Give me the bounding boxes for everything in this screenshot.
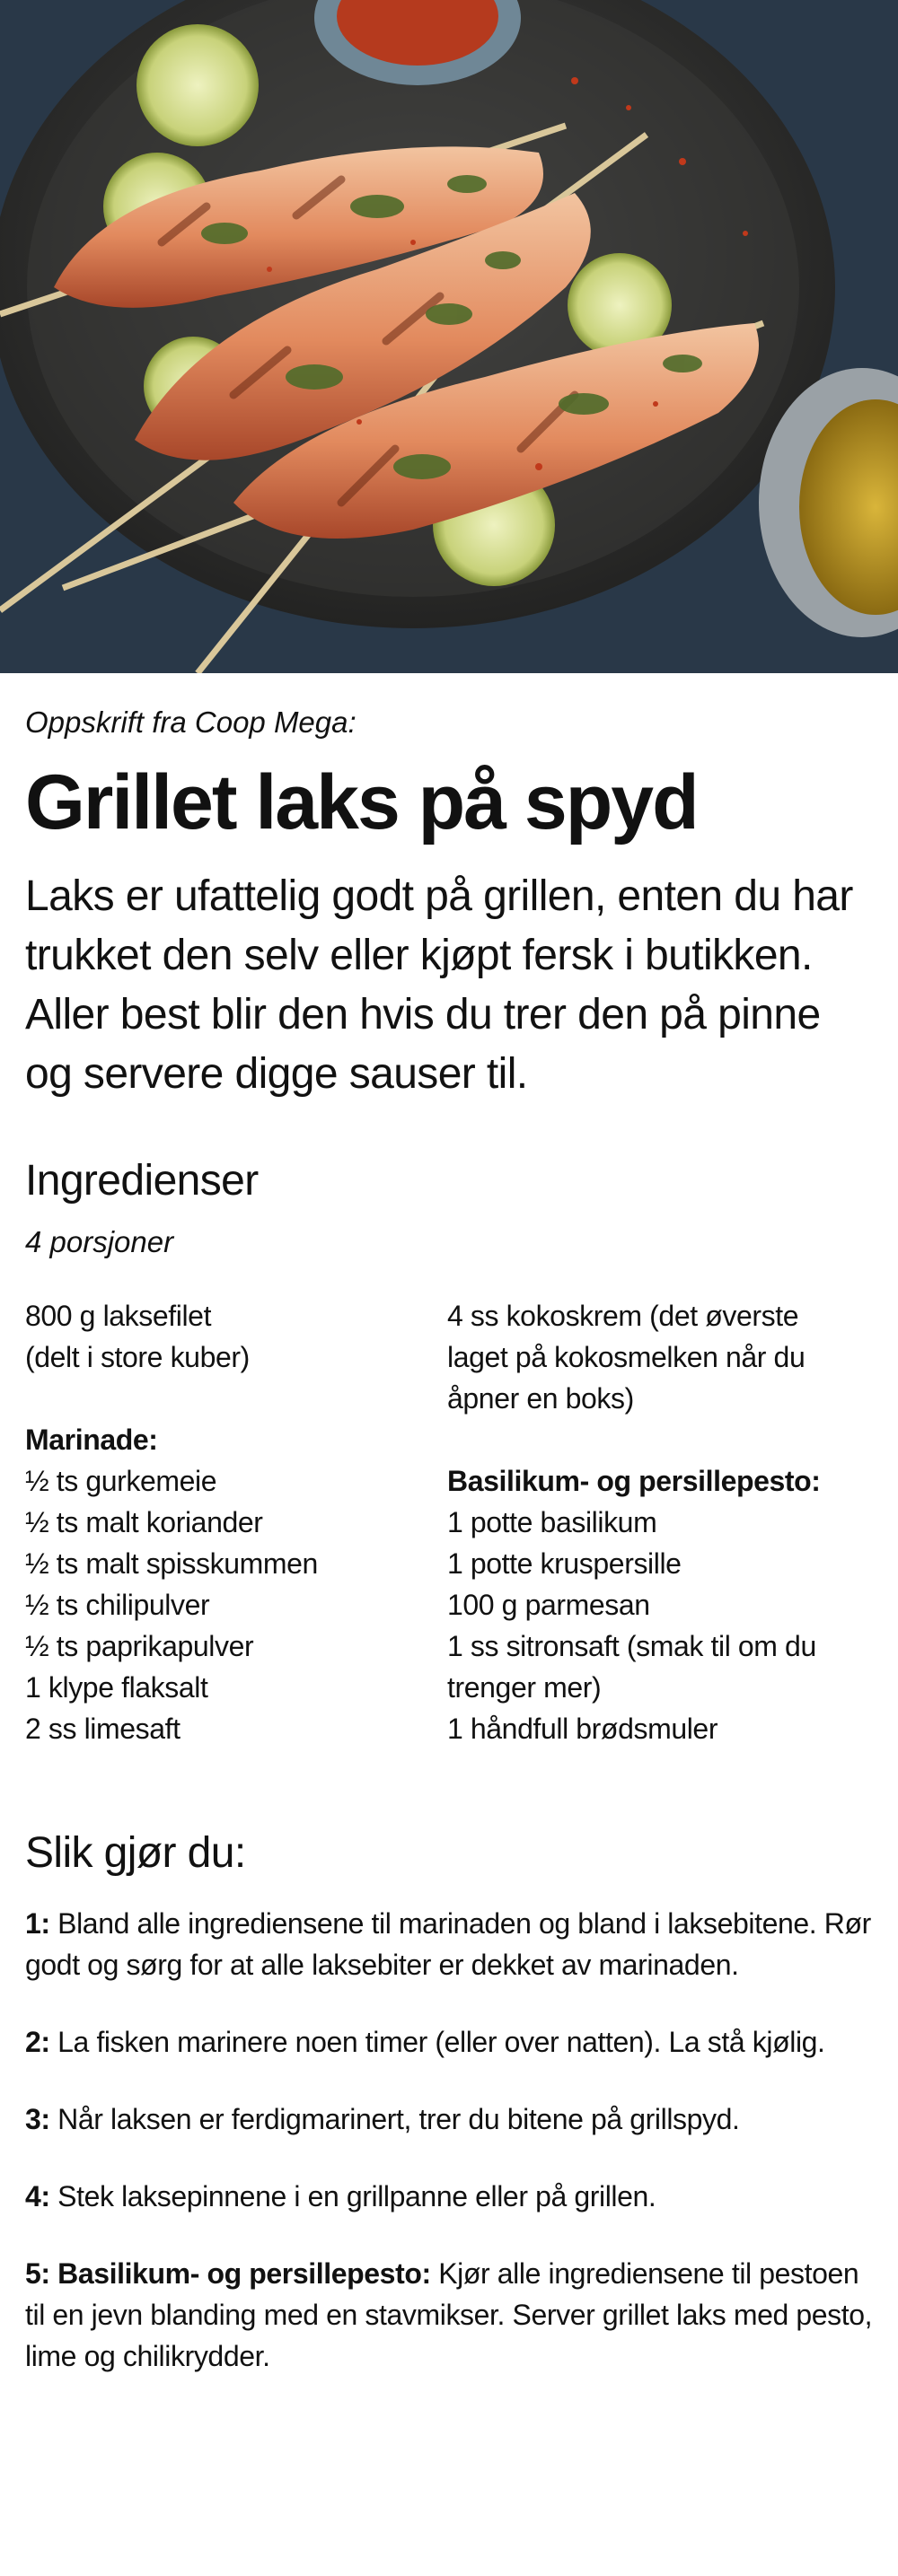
ingredient-item: åpner en boks) [447,1382,634,1415]
salmon-skewers-illustration [0,0,898,673]
ingredient-item: laget på kokosmelken når du [447,1341,806,1374]
step-number: 4: [25,2180,50,2213]
step-item [25,2253,873,2377]
ingredient-item: 100 g parmesan [447,1589,650,1622]
step-text: Bland alle ingrediensene til marinaden og bland i laksebitene. Rør godt og sørg for at alle laksebiter er dekket av marinaden. [25,1907,871,1982]
ingredient-item: 800 g laksefilet [25,1300,212,1333]
ingredient-item: ½ ts chilipulver [25,1589,210,1622]
ingredient-item: 1 klype flaksalt [25,1671,208,1704]
step-item [25,2021,873,2063]
ingredients-column-right [447,1295,869,1749]
steps-heading: Slik gjør du: [25,1829,246,1878]
steps-list [25,1903,873,2377]
ingredients-heading: Ingredienser [25,1157,259,1205]
ingredient-item: ½ ts malt spisskummen [25,1547,318,1581]
step-item [25,2176,873,2217]
step-number: 2: [25,2026,50,2059]
ingredients-list [25,1295,873,1749]
step-text: Stek laksepinnene i en grillpanne eller på grillen. [57,2180,656,2213]
step-text: Når laksen er ferdigmarinert, trer du bitene på grillspyd. [57,2103,740,2136]
page-title: Grillet laks på spyd [25,759,698,846]
step-number: 3: [25,2103,50,2136]
step-text: La fisken marinere noen timer (eller over natten). La stå kjølig. [57,2026,825,2059]
ingredient-item: 1 ss sitronsaft (smak til om du [447,1630,816,1663]
pesto-heading: Basilikum- og persillepesto: [447,1465,821,1498]
recipe-source: Oppskrift fra Coop Mega: [25,705,357,739]
step-number: 1: [25,1907,50,1941]
ingredients-column-left [25,1295,447,1749]
ingredient-item: trenger mer) [447,1671,602,1704]
step-item [25,1903,873,1985]
ingredient-item: 4 ss kokoskrem (det øverste [447,1300,799,1333]
step-subheading: Basilikum- og persillepesto: [57,2257,431,2291]
hero-image [0,0,898,673]
marinade-heading: Marinade: [25,1424,158,1457]
ingredient-item: 1 potte basilikum [447,1506,657,1539]
ingredient-item: ½ ts malt koriander [25,1506,263,1539]
ingredient-item: 1 potte kruspersille [447,1547,682,1581]
step-text: Kjør alle ingrediensene til pestoen til en jevn blanding med en stavmikser. Server grillet laks med pesto, lime og chilikrydder. [25,2257,873,2373]
portions-label: 4 porsjoner [25,1225,174,1259]
step-number: 5: [25,2257,50,2291]
recipe-intro: Laks er ufattelig godt på grillen, enten du har trukket den selv eller kjøpt fersk i butikken. Aller best blir den hvis du trer den på pinne og servere digge sauser til. [25,872,853,1099]
ingredient-item: 2 ss limesaft [25,1713,180,1746]
ingredient-item: 1 håndfull brødsmuler [447,1713,718,1746]
step-item [25,2098,873,2140]
ingredient-item: ½ ts paprikapulver [25,1630,254,1663]
ingredient-item: (delt i store kuber) [25,1341,250,1374]
ingredient-item: ½ ts gurkemeie [25,1465,217,1498]
